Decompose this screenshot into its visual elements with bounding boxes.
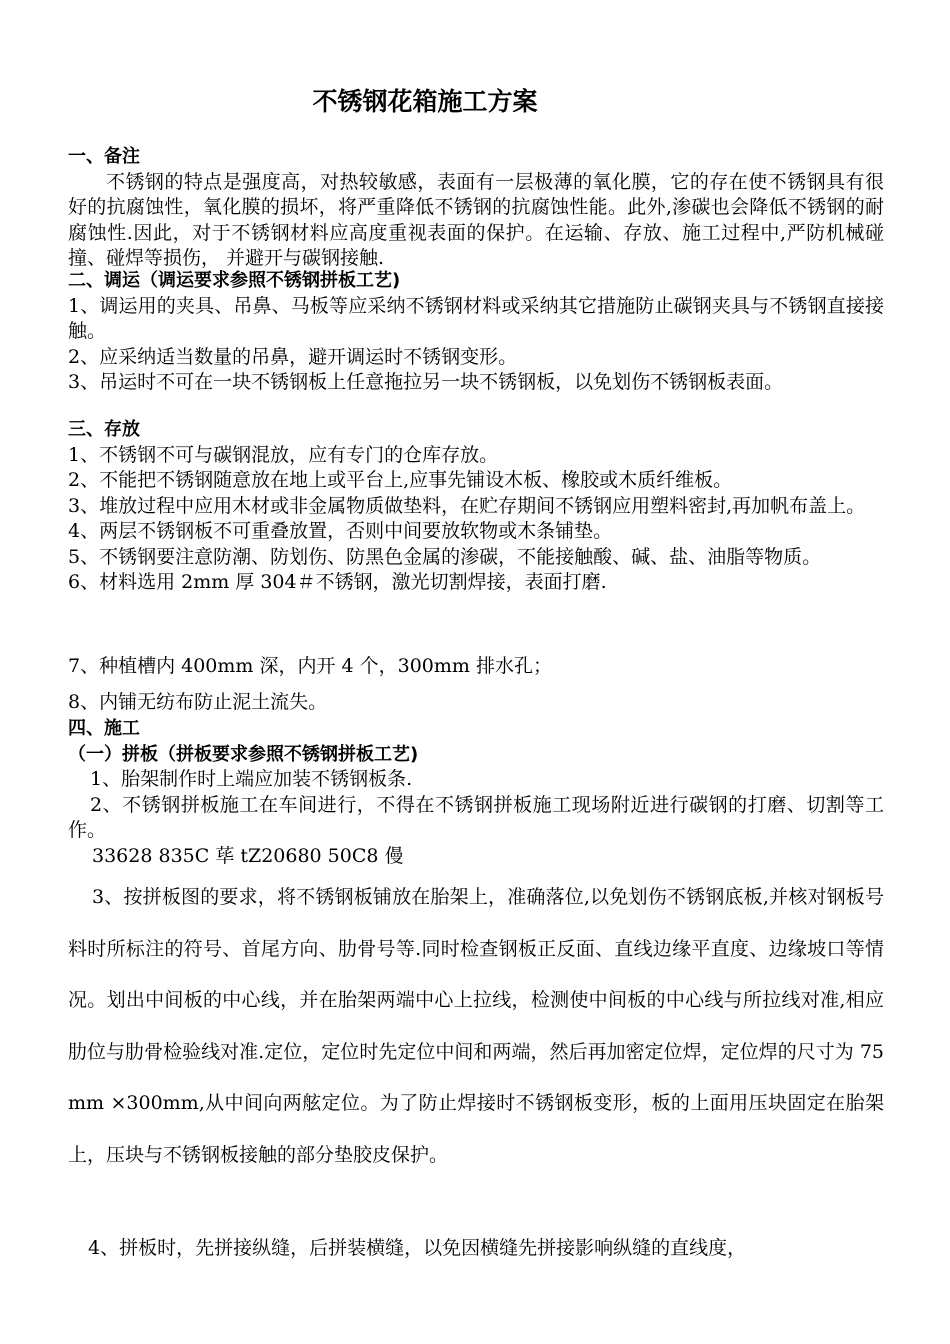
section-construction [68,716,884,869]
list-item: 4、两层不锈钢板不可重叠放置，否则中间要放软物或木条铺垫。 [68,520,613,542]
list-item: 3、吊运时不可在一块不锈钢板上任意拖拉另一块不锈钢板，以免划伤不锈钢板表面。 [68,371,784,393]
list-item: 1、胎架制作时上端应加装不锈钢板条. [90,768,413,790]
section-heading: 四、施工 [68,718,140,739]
paragraph-item-4: 4、拼板时，先拼接纵缝，后拼装横缝，以免因横缝先拼接影响纵缝的直线度， [88,1237,747,1259]
list-item: 5、不锈钢要注意防潮、防划伤、防黑色金属的渗碳，不能接触酸、碱、盐、油脂等物质。 [68,545,822,568]
list-item: 1、调运用的夹具、吊鼻、马板等应采纳不锈钢材料或采纳其它措施防止碳钢夹具与不锈钢直接接触。 [68,294,884,342]
section-heading: 二、调运（调运要求参照不锈钢拼板工艺) [68,270,401,291]
paragraph-item-3: 3、按拼板图的要求，将不锈钢板铺放在胎架上，准确落位,以免划伤不锈钢底板,并核对钢板号料时所标注的符号、首尾方向、肋骨号等.同时检查钢板正反面、直线边缘平直度、边缘坡口等情况。划出中间板的中心线，并在胎架两端中心上拉线，检测使中间板的中心线与所拉线对准,相应肋位与肋骨检验线对准.定位，定位时先定位中间和两端，然后再加密定位焊，定位焊的尺寸为 75 mm ×300mm,从中间向两舷定位。为了防止焊接时不锈钢板变形，板的上面用压块固定在胎架上，压块与不锈钢板接触的部分垫胶皮保护。 [68,886,884,1166]
list-item: 2、不能把不锈钢随意放在地上或平台上,应事先铺设木板、橡胶或木质纤维板。 [68,469,733,491]
list-item: 3、堆放过程中应用木材或非金属物质做垫料，在贮存期间不锈钢应用塑料密封,再加帆布盖上。 [68,494,866,517]
document-title: 不锈钢花箱施工方案 [312,87,538,116]
section-remarks [68,144,884,272]
list-item: 2、不锈钢拼板施工在车间进行，不得在不锈钢拼板施工现场附近进行碳钢的打磨、切割等工作。 [68,793,884,841]
section-heading: 三、存放 [68,419,140,440]
list-item: 7、种植槽内 400mm 深，内开 4 个，300mm 排水孔； [68,655,552,677]
list-item: 1、不锈钢不可与碳钢混放，应有专门的仓库存放。 [68,443,499,466]
section-heading: 一、备注 [68,146,140,167]
sub-heading: （一）拼板（拼板要求参照不锈钢拼板工艺) [68,743,419,765]
code-line: 33628 835C 荜 tZ20680 50C8 僈 [92,844,404,867]
list-item: 8、内铺无纺布防止泥土流失。 [68,691,328,713]
paragraph: 不锈钢的特点是强度高，对热较敏感，表面有一层极薄的氧化膜，它的存在使不锈钢具有很好的抗腐蚀性，氧化膜的损坏，将严重降低不锈钢的抗腐蚀性能。此外,渗碳也会降低不锈钢的耐腐蚀性.因此，对于不锈钢材料应高度重视表面的保护。在运输、存放、施工过程中,严防机械碰撞、碰焊等损伤， 并避开与碳钢接触. [68,170,884,269]
list-item: 2、应采纳适当数量的吊鼻，避开调运时不锈钢变形。 [68,345,518,368]
section-transport [68,268,884,396]
section-storage [68,417,884,596]
list-item: 6、材料选用 2mm 厚 304＃不锈钢，激光切割焊接，表面打磨. [68,571,607,593]
